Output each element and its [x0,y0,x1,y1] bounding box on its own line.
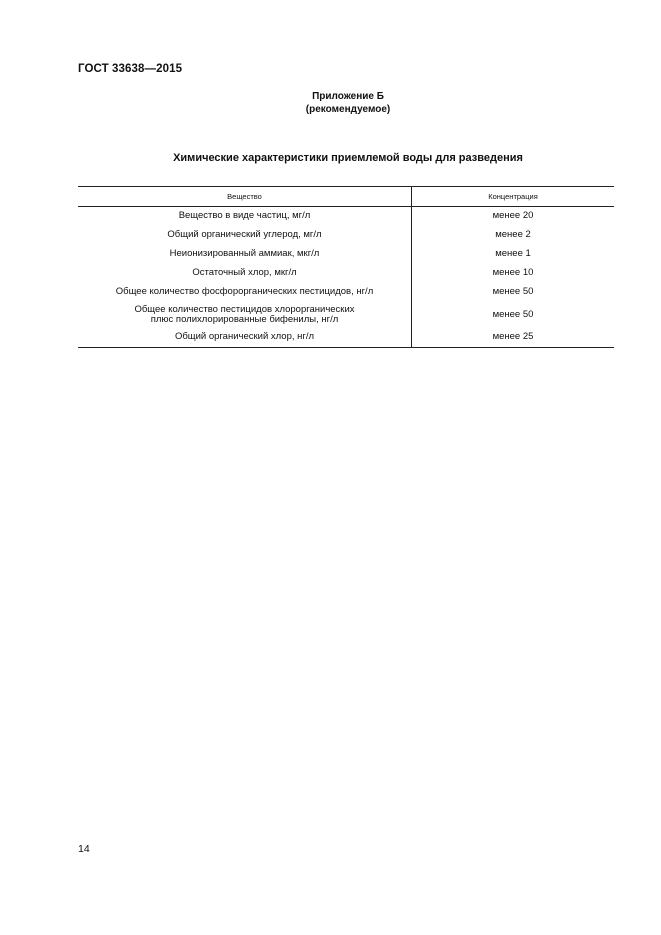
concentration-cell: менее 10 [492,267,534,279]
table-row [78,302,614,328]
document-standard-header: ГОСТ 33638—2015 [78,63,183,75]
table-row [78,207,614,227]
substance-cell: Остаточный хлор, мкг/л [78,264,412,283]
substance-cell: Неионизированный аммиак, мкг/л [78,245,412,264]
water-characteristics-table [78,186,614,348]
annex-subtitle: (рекомендуемое) [305,103,391,115]
substance-cell: Вещество в виде частиц, мг/л [78,207,412,227]
table-row [78,264,614,283]
column-header-substance: Вещество [78,187,412,207]
substance-line: Общее количество пестицидов хлорорганических [134,303,355,315]
table-title-wrapper [0,152,661,164]
table-row [78,226,614,245]
table-row [78,328,614,348]
concentration-cell: менее 50 [492,286,534,298]
table-row [78,283,614,302]
table-row [78,245,614,264]
concentration-cell: менее 20 [492,210,534,222]
table-header-row [78,187,614,207]
substance-cell: Общее количество фосфорорганических пестицидов, нг/л [78,283,412,302]
annex-title: Приложение Б [312,91,384,102]
substance-cell: Общий органический углерод, мг/л [78,226,412,245]
concentration-cell: менее 25 [412,328,615,348]
annex-heading [0,91,661,116]
concentration-cell: менее 50 [492,308,534,320]
substance-cell [78,302,412,328]
concentration-cell: менее 2 [495,229,531,241]
substance-line: плюс полихлорированные бифенилы, нг/л [150,314,339,325]
table-title: Химические характеристики приемлемой воды для разведения [173,152,523,164]
column-header-concentration: Концентрация [412,187,615,207]
page-number: 14 [78,843,90,855]
concentration-cell: менее 1 [495,248,531,260]
substance-cell: Общий органический хлор, нг/л [78,328,412,348]
